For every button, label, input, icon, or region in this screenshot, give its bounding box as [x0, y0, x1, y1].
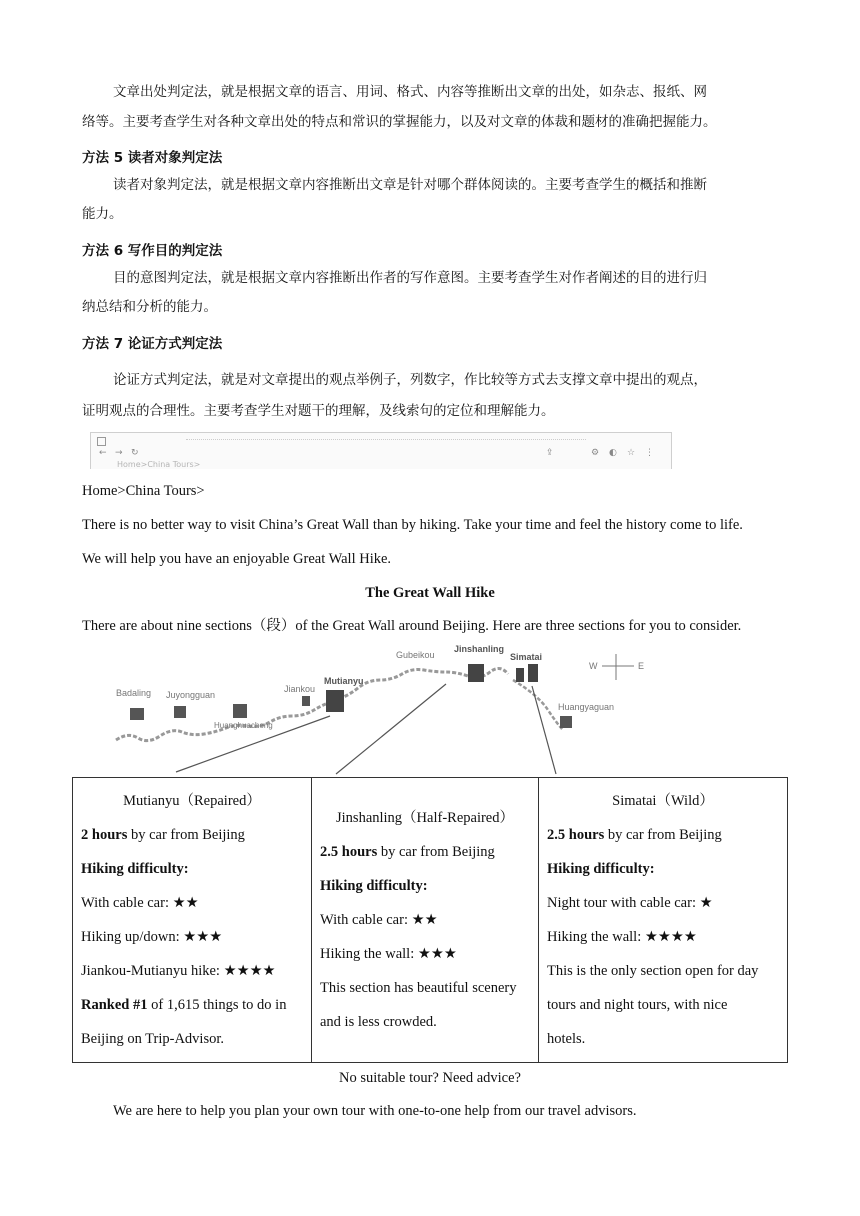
- simatai-rating-2: Hiking the wall: ★★★★: [547, 929, 697, 945]
- jinshanling-desc-2: and is less crowded.: [320, 1014, 437, 1030]
- label-jiankou: Jiankou: [284, 684, 316, 694]
- forward-icon[interactable]: →: [115, 448, 123, 458]
- table-row: [73, 778, 788, 1063]
- label-juyongguan: Juyongguan: [166, 690, 216, 700]
- mutianyu-time: 2 hours by car from Beijing: [81, 827, 245, 843]
- para4-line1: 论证方式判定法，就是对文章提出的观点举例子，列数字，作比较等方式去支撑文章中提出的观点，: [113, 372, 707, 388]
- label-huanghuacheng: Huanghuacheng: [214, 721, 273, 730]
- simatai-rating-1: Night tour with cable car: ★: [547, 895, 713, 911]
- cell-simatai: [539, 778, 788, 1063]
- para3-line2: 纳总结和分析的能力。: [82, 299, 217, 315]
- method7-heading: 方法 7 论证方式判定法: [82, 336, 223, 352]
- label-gubeikou: Gubeikou: [396, 650, 435, 660]
- wall-branch: [513, 680, 563, 730]
- star-icon[interactable]: ☆: [627, 448, 636, 458]
- page-title: The Great Wall Hike: [365, 585, 495, 601]
- share-icon[interactable]: ⇪: [546, 448, 554, 458]
- intro-line1: There is no better way to visit China’s Great Wall than by hiking. Take your time and feel the history come to life.: [82, 517, 743, 533]
- jinshanling-desc-1: This section has beautiful scenery: [320, 980, 517, 996]
- tower-huanghuacheng-icon: [233, 704, 247, 718]
- para2-line2: 能力。: [82, 206, 123, 222]
- para2-line1: 读者对象判定法，就是根据文章内容推断出文章是针对哪个群体阅读的。主要考查学生的概括和推断: [113, 177, 707, 193]
- tours-table: [72, 777, 788, 1063]
- simatai-desc-1: This is the only section open for day: [547, 963, 759, 979]
- compass-e: E: [638, 661, 645, 671]
- cell-mutianyu: [73, 778, 312, 1063]
- intro-line2: We will help you have an enjoyable Great Wall Hike.: [82, 551, 392, 567]
- arrow-simatai: [532, 686, 556, 774]
- label-jinshanling: Jinshanling: [454, 644, 505, 654]
- jinshanling-title: Jinshanling（Half-Repaired）: [336, 810, 514, 826]
- tower-juyongguan-icon: [174, 706, 186, 718]
- extension-icon[interactable]: ◐: [609, 448, 617, 458]
- tab-icon: [97, 437, 106, 446]
- mutianyu-difficulty: Hiking difficulty:: [81, 861, 189, 877]
- simatai-title: Simatai（Wild）: [612, 793, 714, 809]
- tower-jinshanling-icon: [468, 664, 484, 682]
- para4-line2: 证明观点的合理性。主要考查学生对题干的理解，及线索句的定位和理解能力。: [82, 403, 555, 419]
- label-badaling: Badaling: [116, 688, 152, 698]
- cell-jinshanling: [312, 778, 539, 1063]
- breadcrumb[interactable]: Home>China Tours>: [82, 483, 205, 499]
- mutianyu-rating-2: Hiking up/down: ★★★: [81, 929, 223, 945]
- great-wall-map: [108, 640, 668, 780]
- arrow-jinshanling: [336, 684, 446, 774]
- sections-intro: There are about nine sections（段）of the Great Wall around Beijing. Here are three sections for you to consider.: [82, 618, 742, 634]
- tower-simatai-icon: [516, 664, 538, 682]
- label-huangyaguan: Huangyaguan: [558, 702, 615, 712]
- tower-huangyaguan-icon: [560, 716, 572, 728]
- para1-line2: 络等。主要考查学生对各种文章出处的特点和常识的掌握能力，以及对文章的体裁和题材的准确把握能力。: [82, 114, 717, 130]
- mutianyu-rating-3: Jiankou-Mutianyu hike: ★★★★: [81, 963, 276, 979]
- jinshanling-rating-1: With cable car: ★★: [320, 912, 438, 928]
- para1-line1: 文章出处判定法，就是根据文章的语言、用词、格式、内容等推断出文章的出处，如杂志、报纸、网: [113, 84, 707, 100]
- menu-icon[interactable]: ⋮: [645, 448, 654, 458]
- para3-line1: 目的意图判定法，就是根据文章内容推断出作者的写作意图。主要考查学生对作者阐述的目的进行归: [113, 270, 707, 286]
- label-mutianyu: Mutianyu: [324, 676, 364, 686]
- simatai-desc-2: tours and night tours, with nice: [547, 997, 728, 1013]
- mutianyu-rank-line2: Beijing on Trip-Advisor.: [81, 1031, 225, 1047]
- simatai-desc-3: hotels.: [547, 1031, 586, 1047]
- faint-breadcrumb: Home>China Tours>: [117, 460, 201, 469]
- address-bar[interactable]: [186, 439, 586, 441]
- mutianyu-rating-1: With cable car: ★★: [81, 895, 199, 911]
- tower-badaling-icon: [130, 708, 144, 720]
- method5-heading: 方法 5 读者对象判定法: [82, 150, 223, 166]
- mutianyu-title: Mutianyu（Repaired）: [123, 793, 261, 809]
- back-icon[interactable]: ←: [99, 448, 107, 458]
- method6-heading: 方法 6 写作目的判定法: [82, 243, 223, 259]
- label-simatai: Simatai: [510, 652, 543, 662]
- tower-jiankou-icon: [302, 696, 310, 706]
- simatai-time: 2.5 hours by car from Beijing: [547, 827, 722, 843]
- jinshanling-time: 2.5 hours by car from Beijing: [320, 844, 495, 860]
- compass-w: W: [589, 661, 598, 671]
- footer-question: No suitable tour? Need advice?: [339, 1070, 521, 1086]
- jinshanling-difficulty: Hiking difficulty:: [320, 878, 428, 894]
- simatai-difficulty: Hiking difficulty:: [547, 861, 655, 877]
- tower-mutianyu-icon: [326, 690, 344, 712]
- mutianyu-rank: Ranked #1 of 1,615 things to do in: [81, 997, 287, 1013]
- wall-path: [116, 668, 508, 740]
- browser-chrome: [90, 432, 672, 469]
- jinshanling-rating-2: Hiking the wall: ★★★: [320, 946, 457, 962]
- reload-icon[interactable]: ↻: [131, 448, 139, 458]
- settings-icon[interactable]: ⚙: [591, 448, 600, 458]
- footer-paragraph: We are here to help you plan your own tour with one-to-one help from our travel advisors.: [113, 1103, 637, 1119]
